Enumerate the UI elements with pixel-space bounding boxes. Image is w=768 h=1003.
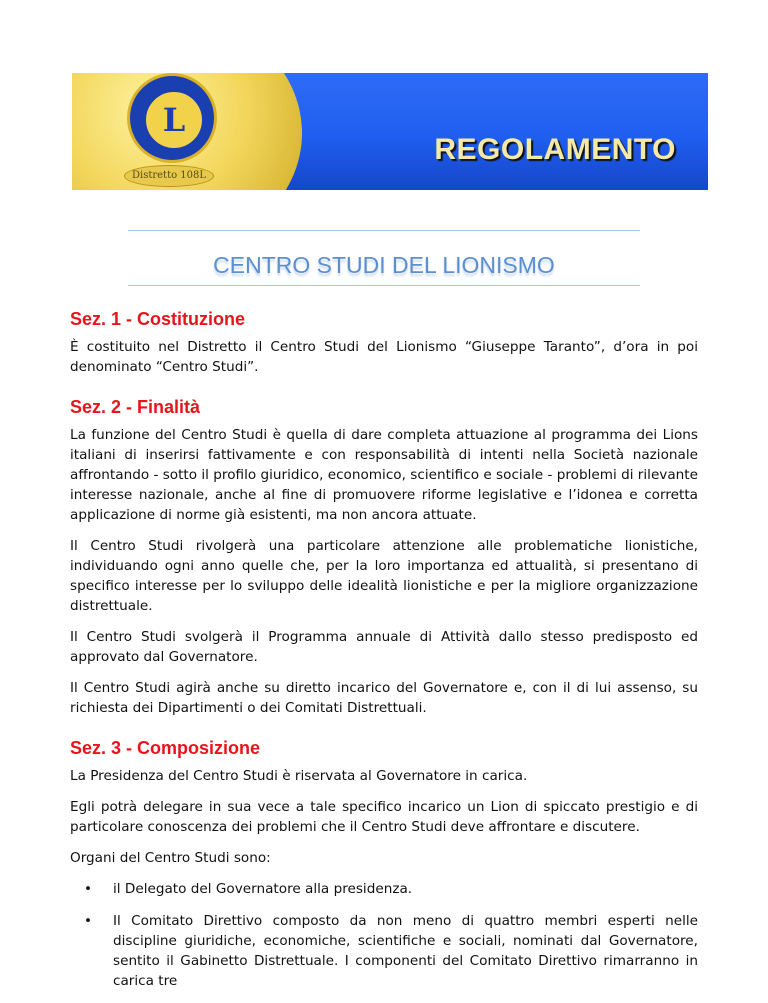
- section-heading: Sez. 2 - Finalità: [70, 397, 201, 417]
- district-label: Distretto 108L: [124, 165, 214, 187]
- header-banner: [72, 73, 708, 190]
- section-heading: Sez. 3 - Composizione: [70, 738, 261, 758]
- paragraph: La funzione del Centro Studi è quella di dare completa attuazione al programma dei Lions italiani di inserirsi fattivamente e con responsabilità di intenti nella Società nazionale affrontando - sotto il profilo giuridico, economico, scientifico e sociale - problemi di rilevante interesse nazionale, anche al fine di promuovere riforme legislative e l’idonea e corretta applicazione di norme già esistenti, ma non ancora attuate.: [70, 427, 698, 523]
- paragraph: Il Centro Studi svolgerà il Programma annuale di Attività dallo stesso predisposto ed approvato dal Governatore.: [70, 629, 698, 665]
- section-3: [70, 736, 698, 991]
- list-item: • Il Comitato Direttivo composto da non meno di quattro membri esperti nelle discipline giuridiche, economiche, scientifiche e sociali, nominati dal Governatore, sentito il Gabinetto Distrettuale. I componenti del Comitato Direttivo rimarranno in carica tre: [113, 911, 698, 991]
- list-item: • il Delegato del Governatore alla presidenza.: [113, 879, 698, 899]
- lions-medal-logo: [72, 73, 302, 190]
- document-title: CENTRO STUDI DEL LIONISMO: [213, 252, 555, 278]
- paragraph: Il Centro Studi rivolgerà una particolare attenzione alle problematiche lionistiche, individuando ogni anno quelle che, per la loro importanza ed attualità, si presentano di specifico interesse per lo sviluppo delle idealità lionistiche e per la migliore organizzazione distrettuale.: [70, 538, 698, 614]
- section-1: [70, 307, 698, 377]
- paragraph: Il Centro Studi agirà anche su diretto incarico del Governatore e, con il di lui assenso, su richiesta dei Dipartimenti o dei Comitati Distrettuali.: [70, 680, 698, 716]
- paragraph: Egli potrà delegare in sua vece a tale specifico incarico un Lion di spiccato prestigio e di particolare conoscenza dei problemi che il Centro Studi deve affrontare e discutere.: [70, 799, 698, 835]
- paragraph: È costituito nel Distretto il Centro Studi del Lionismo “Giuseppe Taranto”, d’ora in poi denominato “Centro Studi”.: [70, 339, 698, 375]
- title-rule-bottom: [128, 285, 640, 286]
- lions-emblem-icon: L: [127, 73, 217, 163]
- paragraph: La Presidenza del Centro Studi è riservata al Governatore in carica.: [70, 768, 528, 784]
- section-2: [70, 395, 698, 718]
- paragraph: Organi del Centro Studi sono:: [70, 850, 271, 866]
- banner-title: REGOLAMENTO: [434, 133, 676, 166]
- document-body: [70, 307, 698, 1003]
- organs-list: [70, 879, 698, 991]
- section-heading: Sez. 1 - Costituzione: [70, 309, 246, 329]
- title-rule-top: [128, 230, 640, 231]
